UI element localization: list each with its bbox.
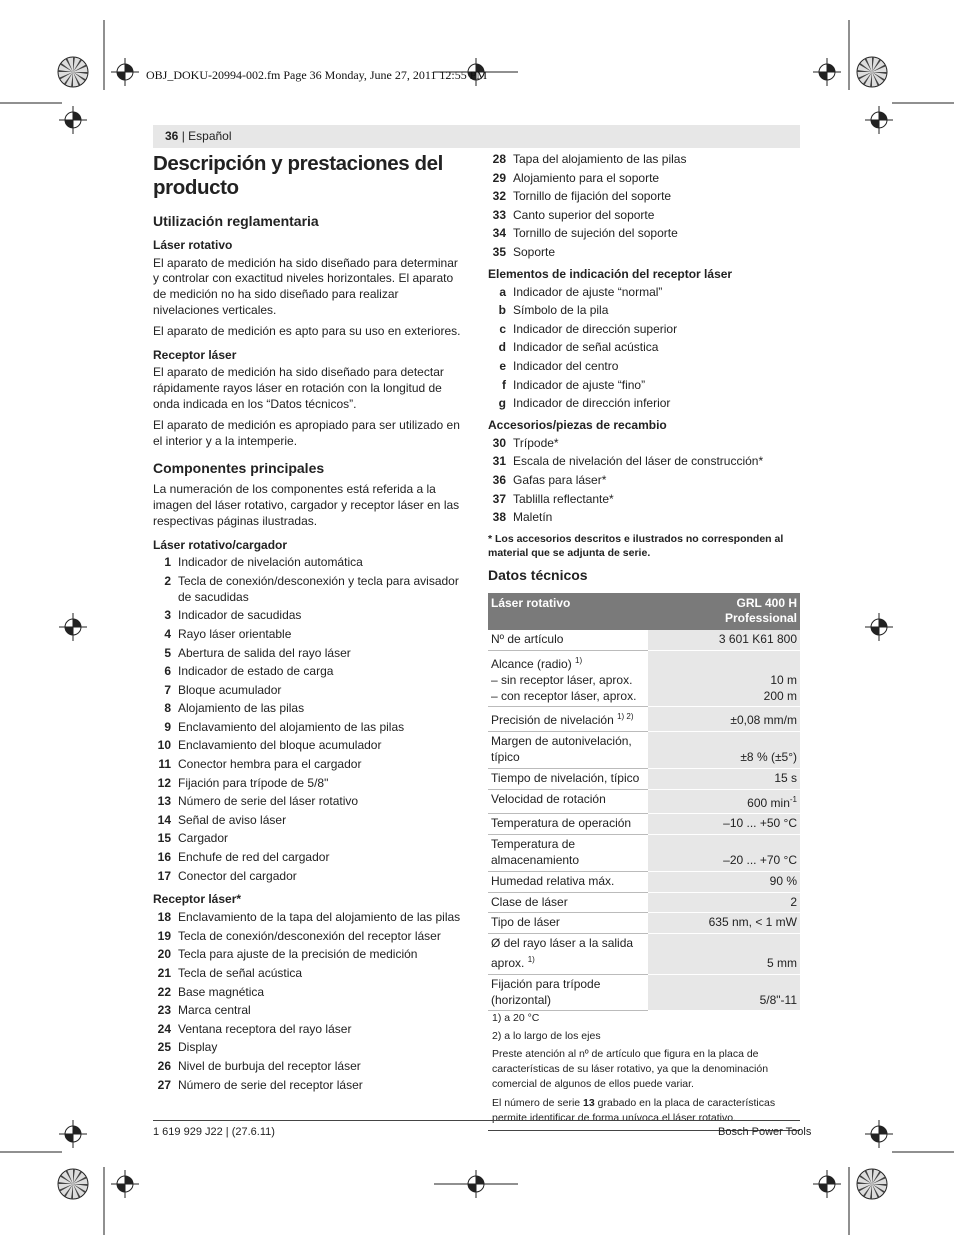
- item-text: Indicador de ajuste “normal”: [513, 284, 663, 299]
- list-item: [488, 396, 800, 412]
- paragraph: El aparato de medición es apropiado para ser utilizado en el interior y a la intemperie.: [153, 417, 460, 448]
- item-text: Enchufe de red del cargador: [178, 850, 330, 865]
- item-number: 5: [164, 645, 171, 660]
- heading-use: Utilización reglamentaria: [153, 213, 319, 229]
- item-number: 29: [492, 170, 506, 185]
- item-number: 6: [164, 664, 171, 679]
- item-number: e: [499, 358, 506, 373]
- spec-row: [488, 934, 800, 975]
- spec-value: 3 601 K61 800: [648, 630, 800, 650]
- list-item: [153, 947, 465, 963]
- spec-row: [488, 630, 800, 650]
- item-text: Indicador de señal acústica: [513, 340, 659, 355]
- spec-value: ±8 % (±5°): [648, 732, 800, 769]
- spec-label: Fijación para trípode (horizontal): [488, 974, 648, 1011]
- registration-mark: [59, 1120, 87, 1148]
- item-text: Enclavamiento del alojamiento de las pilas: [178, 719, 405, 734]
- item-number: 16: [157, 850, 171, 865]
- item-number: 10: [157, 738, 171, 753]
- spec-label: Velocidad de rotación: [488, 789, 648, 814]
- list-item: [153, 1003, 465, 1019]
- item-text: Tornillo de sujeción del soporte: [513, 226, 678, 241]
- item-number: 20: [157, 947, 171, 962]
- list-item: [488, 226, 800, 242]
- item-number: 21: [157, 966, 171, 981]
- list-item: [153, 646, 465, 662]
- item-text: Tornillo de fijación del soporte: [513, 189, 672, 204]
- item-text: Enclavamiento del bloque acumulador: [178, 738, 382, 753]
- spec-table: [488, 593, 800, 1012]
- page-number: 36: [165, 129, 179, 143]
- item-number: 12: [157, 775, 171, 790]
- item-number: c: [499, 321, 506, 336]
- star-target-mark: [58, 1169, 88, 1199]
- spec-value: 600 $\min^{-1}$: [648, 789, 800, 814]
- list-item: [488, 436, 800, 452]
- item-number: 7: [164, 682, 171, 697]
- item-number: 33: [492, 207, 506, 222]
- item-number: f: [502, 377, 506, 392]
- spec-value: 15 s: [648, 768, 800, 789]
- list-item: [153, 813, 465, 829]
- item-text: Indicador de dirección superior: [513, 321, 678, 336]
- item-number: 37: [492, 491, 506, 506]
- spec-value: ±0,08 mm/m: [648, 707, 800, 732]
- item-text: Fijación para trípode de 5/8": [178, 775, 329, 790]
- list-item: [153, 720, 465, 736]
- spec-label: Tipo de láser: [488, 913, 648, 934]
- left-column: [153, 152, 465, 1096]
- registration-mark: [111, 58, 139, 86]
- item-text: Conector hembra para el cargador: [178, 757, 362, 772]
- item-text: Display: [178, 1040, 218, 1055]
- item-text: Indicador de nivelación automática: [178, 555, 363, 570]
- item-number: 18: [157, 910, 171, 925]
- item-text: Conector del cargador: [178, 868, 297, 883]
- item-text: Símbolo de la pila: [513, 303, 609, 318]
- list-item: [488, 303, 800, 319]
- item-text: Trípode*: [513, 435, 559, 450]
- item-number: 3: [164, 608, 171, 623]
- spec-row: [488, 974, 800, 1011]
- paragraph: El aparato de medición es apto para su uso en exteriores.: [153, 323, 461, 338]
- item-text: Alojamiento de las pilas: [178, 701, 305, 716]
- item-text: Número de serie del receptor láser: [178, 1077, 363, 1092]
- component-list: [153, 910, 465, 1093]
- spec-value: 5 mm: [648, 934, 800, 975]
- list-item: [153, 985, 465, 1001]
- spec-row: [488, 892, 800, 913]
- item-number: 35: [492, 244, 506, 259]
- footnote-text: grabado en la placa de características permite identificar de forma unívoca el láser rotativo.: [492, 1097, 776, 1125]
- item-text: Indicador de dirección inferior: [513, 396, 671, 411]
- list-item: [488, 492, 800, 508]
- item-number: 25: [157, 1040, 171, 1055]
- list-item: [153, 910, 465, 926]
- list-item: [488, 152, 800, 168]
- registration-mark: [813, 58, 841, 86]
- list-item: [488, 285, 800, 301]
- spec-row: [488, 707, 800, 732]
- spec-label: Precisión de nivelación $^{1) 2)}$: [488, 707, 648, 732]
- list-item: [488, 340, 800, 356]
- item-text: Indicador de sacudidas: [178, 608, 302, 623]
- registration-mark: [865, 613, 893, 641]
- list-item: [153, 608, 465, 624]
- item-number: 14: [157, 812, 171, 827]
- list-item: [153, 664, 465, 680]
- list-item: [153, 794, 465, 810]
- spec-label: Humedad relativa máx.: [488, 871, 648, 892]
- item-text: Tecla de conexión/desconexión y tecla para avisador de sacudidas: [178, 573, 459, 604]
- list-item: [153, 757, 465, 773]
- model-line: Professional: [724, 611, 797, 626]
- item-text: Nivel de burbuja del receptor láser: [178, 1058, 361, 1073]
- item-number: 13: [157, 794, 171, 809]
- paragraph: El aparato de medición ha sido diseñado para detectar rápidamente rayos láser en rotación con la longitud de onda indicada en los “Datos técnicos”.: [153, 365, 444, 411]
- item-number: 11: [158, 757, 171, 772]
- spec-head-left: Láser rotativo: [488, 593, 648, 631]
- list-item: [488, 171, 800, 187]
- spec-label: Temperatura de operación: [488, 814, 648, 835]
- list-item: [153, 776, 465, 792]
- list-item: [153, 683, 465, 699]
- item-number: 28: [492, 152, 506, 166]
- spec-label: Temperatura de almacenamiento: [488, 835, 648, 872]
- item-text: Bloque acumulador: [178, 682, 282, 697]
- item-text: Indicador de ajuste “fino”: [513, 377, 646, 392]
- list-item: [488, 208, 800, 224]
- right-column: [488, 152, 800, 1135]
- spec-value: 90 %: [648, 871, 800, 892]
- accessories-note: * Los accesorios descritos e ilustrados no corresponden al material que se adjunta de serie.: [488, 532, 784, 559]
- header-separator: |: [178, 129, 189, 143]
- paragraph: La numeración de los componentes está referida a la imagen del láser rotativo, cargador y receptor láser en las respectivas páginas ilustradas.: [153, 482, 460, 528]
- item-text: Alojamiento para el soporte: [513, 170, 660, 185]
- spec-label: Clase de láser: [488, 892, 648, 913]
- model-name: GRL 400 H: [736, 595, 797, 610]
- item-text: Indicador de estado de carga: [178, 664, 334, 679]
- item-text: Número de serie del láser rotativo: [178, 794, 359, 809]
- star-target-mark: [58, 57, 88, 87]
- item-number: 22: [157, 984, 171, 999]
- footer-brand: Bosch Power Tools: [718, 1126, 812, 1138]
- item-text: Cargador: [178, 831, 229, 846]
- spec-value: 5/8"-11: [648, 974, 800, 1011]
- item-text: Enclavamiento de la tapa del alojamiento de las pilas: [178, 910, 461, 925]
- subheading-receiver-star: Receptor láser*: [153, 892, 242, 907]
- list-item: [488, 510, 800, 526]
- indicator-list: [488, 285, 800, 412]
- heading-technical-data: Datos técnicos: [488, 566, 588, 583]
- item-text: Canto superior del soporte: [513, 207, 655, 222]
- list-item: [153, 831, 465, 847]
- item-number: 27: [157, 1077, 171, 1092]
- list-item: [488, 322, 800, 338]
- list-item: [153, 966, 465, 982]
- item-number: b: [498, 303, 506, 318]
- item-text: Tapa del alojamiento de las pilas: [513, 152, 687, 166]
- registration-mark: [59, 613, 87, 641]
- subheading-indicators: Elementos de indicación del receptor láser: [488, 266, 733, 281]
- spec-row: [488, 651, 800, 707]
- list-item: [488, 245, 800, 261]
- list-item: [153, 627, 465, 643]
- list-item: [153, 869, 465, 885]
- item-text: Escala de nivelación del láser de construcción*: [513, 454, 764, 469]
- item-number: 38: [492, 510, 506, 525]
- header-language: Español: [188, 129, 232, 143]
- list-item: [153, 1059, 465, 1075]
- heading-components: Componentes principales: [153, 460, 325, 477]
- spec-head-right: [648, 593, 800, 631]
- registration-mark: [462, 1170, 490, 1198]
- item-number: 34: [492, 226, 506, 241]
- list-item: [153, 574, 465, 606]
- item-text: Marca central: [178, 1003, 251, 1018]
- item-number: 24: [157, 1021, 171, 1036]
- footnote: 2) a lo largo de los ejes: [492, 1030, 601, 1043]
- item-text: Tecla de conexión/desconexión del receptor láser: [178, 928, 441, 943]
- section-title: Descripción y prestaciones del producto: [153, 152, 443, 199]
- spec-value: 10 m 200 m: [648, 651, 800, 707]
- list-item: [153, 555, 465, 571]
- subheading-laser: Láser rotativo: [153, 237, 233, 252]
- list-item: [153, 701, 465, 717]
- item-text: Señal de aviso láser: [178, 812, 287, 827]
- registration-mark: [59, 106, 87, 134]
- list-item: [153, 738, 465, 754]
- registration-mark: [813, 1170, 841, 1198]
- item-text: Abertura de salida del rayo láser: [178, 645, 351, 660]
- item-number: 2: [164, 573, 171, 588]
- list-item: [153, 1022, 465, 1038]
- spec-row: [488, 732, 800, 769]
- list-item: [153, 850, 465, 866]
- item-number: 8: [164, 701, 171, 716]
- item-number: d: [498, 340, 506, 355]
- item-text: Ventana receptora del rayo láser: [178, 1021, 352, 1036]
- spec-label: Tiempo de nivelación, típico: [488, 768, 648, 789]
- footnote: 1) a 20 °C: [492, 1012, 540, 1025]
- item-number: 30: [492, 435, 506, 450]
- item-number: 9: [164, 719, 171, 734]
- item-number: 17: [157, 868, 171, 883]
- registration-mark: [865, 106, 893, 134]
- item-number: 26: [157, 1058, 171, 1073]
- item-number: 36: [492, 472, 506, 487]
- subheading-laser-charger: Láser rotativo/cargador: [153, 537, 288, 552]
- running-header: [153, 125, 800, 148]
- subheading-accessories: Accesorios/piezas de recambio: [488, 417, 667, 432]
- item-text: Base magnética: [178, 984, 265, 999]
- spec-row: [488, 871, 800, 892]
- item-number: 4: [164, 626, 171, 641]
- accessory-list: [488, 436, 800, 526]
- item-text: Tecla de señal acústica: [178, 966, 303, 981]
- item-number: a: [499, 284, 506, 299]
- item-text: Tecla para ajuste de la precisión de medición: [178, 947, 418, 962]
- item-number: 32: [492, 189, 506, 204]
- component-list: [488, 152, 800, 261]
- item-number: 15: [157, 831, 171, 846]
- spec-value: –20 ... +70 °C: [648, 835, 800, 872]
- item-number: g: [498, 396, 506, 411]
- list-item: [153, 1040, 465, 1056]
- star-target-mark: [857, 57, 887, 87]
- star-target-mark: [857, 1169, 887, 1199]
- spec-label: Nº de artículo: [488, 630, 648, 650]
- item-text: Maletín: [513, 510, 553, 525]
- spec-label: Ø del rayo láser a la salida aprox. $^{1)}$: [488, 934, 648, 975]
- item-text: Indicador del centro: [513, 358, 619, 373]
- spec-row: [488, 814, 800, 835]
- footnote-text: El número de serie: [492, 1097, 584, 1110]
- spec-value: 2: [648, 892, 800, 913]
- component-list: [153, 555, 465, 884]
- spec-value: 635 nm, < 1 mW: [648, 913, 800, 934]
- list-item: [488, 454, 800, 470]
- slug-line: OBJ_DOKU-20994-002.fm Page 36 Monday, June 27, 2011 12:55 PM: [146, 68, 488, 82]
- footer-doc-number: 1 619 929 J22 | (27.6.11): [153, 1126, 275, 1138]
- subheading-receiver: Receptor láser: [153, 347, 237, 362]
- paragraph: El aparato de medición ha sido diseñado para determinar y controlar con exactitud niveles horizontales. El aparato de medición no ha sido diseñado para realizar nivelaciones verticales.: [153, 255, 458, 317]
- footer-rule: [153, 1120, 800, 1121]
- footnote: Preste atención al nº de artículo que figura en la placa de características de su láser rotativo, ya que la denominación comercial de algunos de ellos puede variar.: [492, 1048, 769, 1091]
- list-item: [153, 1078, 465, 1094]
- spec-row: [488, 835, 800, 872]
- list-item: [153, 929, 465, 945]
- list-item: [488, 378, 800, 394]
- item-number: 19: [157, 928, 171, 943]
- registration-mark: [865, 1120, 893, 1148]
- spec-label: Alcance (radio) $^{1)}$ – sin receptor láser, aprox. – con receptor láser, aprox.: [488, 651, 648, 707]
- spec-label: Margen de autonivelación, típico: [488, 732, 648, 769]
- spec-row: [488, 789, 800, 814]
- item-text: Rayo láser orientable: [178, 626, 292, 641]
- footnote-ref: 13: [583, 1097, 595, 1110]
- item-number: 23: [157, 1003, 171, 1018]
- item-number: 31: [492, 454, 506, 469]
- list-item: [488, 359, 800, 375]
- spec-row: [488, 913, 800, 934]
- list-item: [488, 473, 800, 489]
- list-item: [488, 189, 800, 205]
- item-text: Tablilla reflectante*: [513, 491, 614, 506]
- item-text: Gafas para láser*: [513, 472, 607, 487]
- spec-value: –10 ... +50 °C: [648, 814, 800, 835]
- spec-row: [488, 768, 800, 789]
- item-text: Soporte: [513, 244, 556, 259]
- item-number: 1: [164, 555, 171, 570]
- registration-mark: [111, 1170, 139, 1198]
